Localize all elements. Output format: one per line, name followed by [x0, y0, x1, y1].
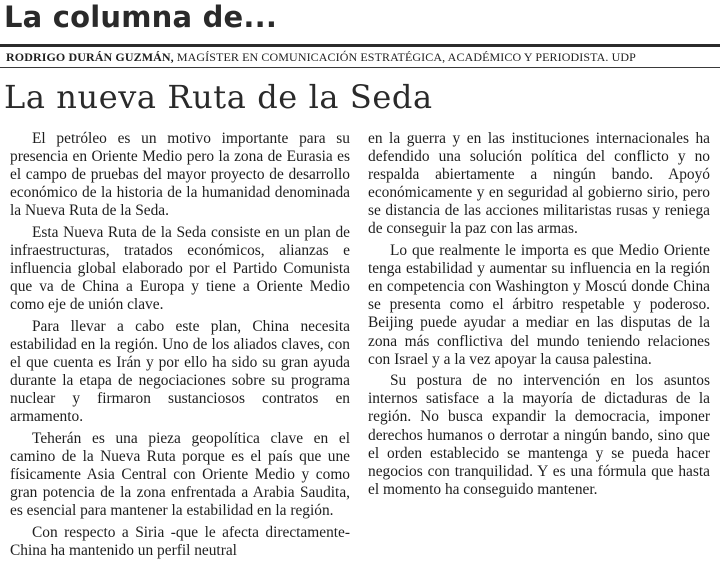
article-paragraph: Lo que realmente le importa es que Medio Oriente tenga estabilidad y aumentar su influencia en la región en competencia con Washington y Moscú donde China se presenta como el árbitro respetable y poderoso. Beijing puede ayudar a mediar en las disputas de la zona más conflictiva del mundo teniendo relaciones con Israel y a la vez apoyar la causa palestina.: [368, 242, 710, 368]
section-rule: [0, 44, 720, 47]
byline-rule: [0, 67, 720, 68]
byline-role: MAGÍSTER EN COMUNICACIÓN ESTRATÉGICA, ACADÉMICO Y PERIODISTA. UDP: [176, 50, 636, 64]
article-column-right: [368, 130, 710, 502]
article-paragraph: Para llevar a cabo este plan, China necesita estabilidad en la región. Uno de los aliados claves, con el que cuenta es Irán y por ello ha sido su gran ayuda durante la etapa de negociaciones sobre su programa nuclear y firmaron sustanciosos contratos en armamento.: [10, 317, 350, 426]
article-paragraph: El petróleo es un motivo importante para su presencia en Oriente Medio pero la zona de Eurasia es el campo de pruebas del mayor proyecto de desarrollo económico de la historia de la humanidad denominada la Nueva Ruta de la Seda.: [10, 130, 350, 220]
article-paragraph: Con respecto a Siria -que le afecta directamente- China ha mantenido un perfil neutral: [10, 523, 350, 560]
byline-author: RODRIGO DURÁN GUZMÁN,: [6, 50, 174, 64]
byline: [6, 50, 636, 65]
article-paragraph: Su postura de no intervención en los asuntos internos satisface a la mayoría de dictaduras de la región. No busca expandir la democracia, imponer derechos humanos o derrotar a ningún bando, sino que el orden establecido se mantenga y se pueda hacer negocios con tranquilidad. Y es una fórmula que hasta el momento ha conseguido mantener.: [368, 372, 710, 498]
article-column-left: [10, 130, 350, 564]
article-headline: La nueva Ruta de la Seda: [4, 78, 433, 116]
section-title: La columna de...: [4, 0, 278, 34]
article-paragraph: en la guerra y en las instituciones internacionales ha defendido una solución política del conflicto y no respalda abiertamente a ningún bando. Apoyó económicamente y en seguridad al gobierno sirio, pero se distancia de las acciones militaristas rusas y reniega de conseguir la paz con las armas.: [368, 130, 710, 238]
article-paragraph: Teherán es una pieza geopolítica clave en el camino de la Nueva Ruta porque es el país que une físicamente Asia Central con Oriente Medio y como gran potencia de la zona enfrentada a Arabia Saudita, es esencial para mantener la estabilidad en la región.: [10, 430, 350, 520]
article-paragraph: Esta Nueva Ruta de la Seda consiste en un plan de infraestructuras, tratados económicos, alianzas e influencia global elaborado por el Partido Comunista que va de China a Europa y tiene a Oriente Medio como eje de unión clave.: [10, 223, 350, 314]
